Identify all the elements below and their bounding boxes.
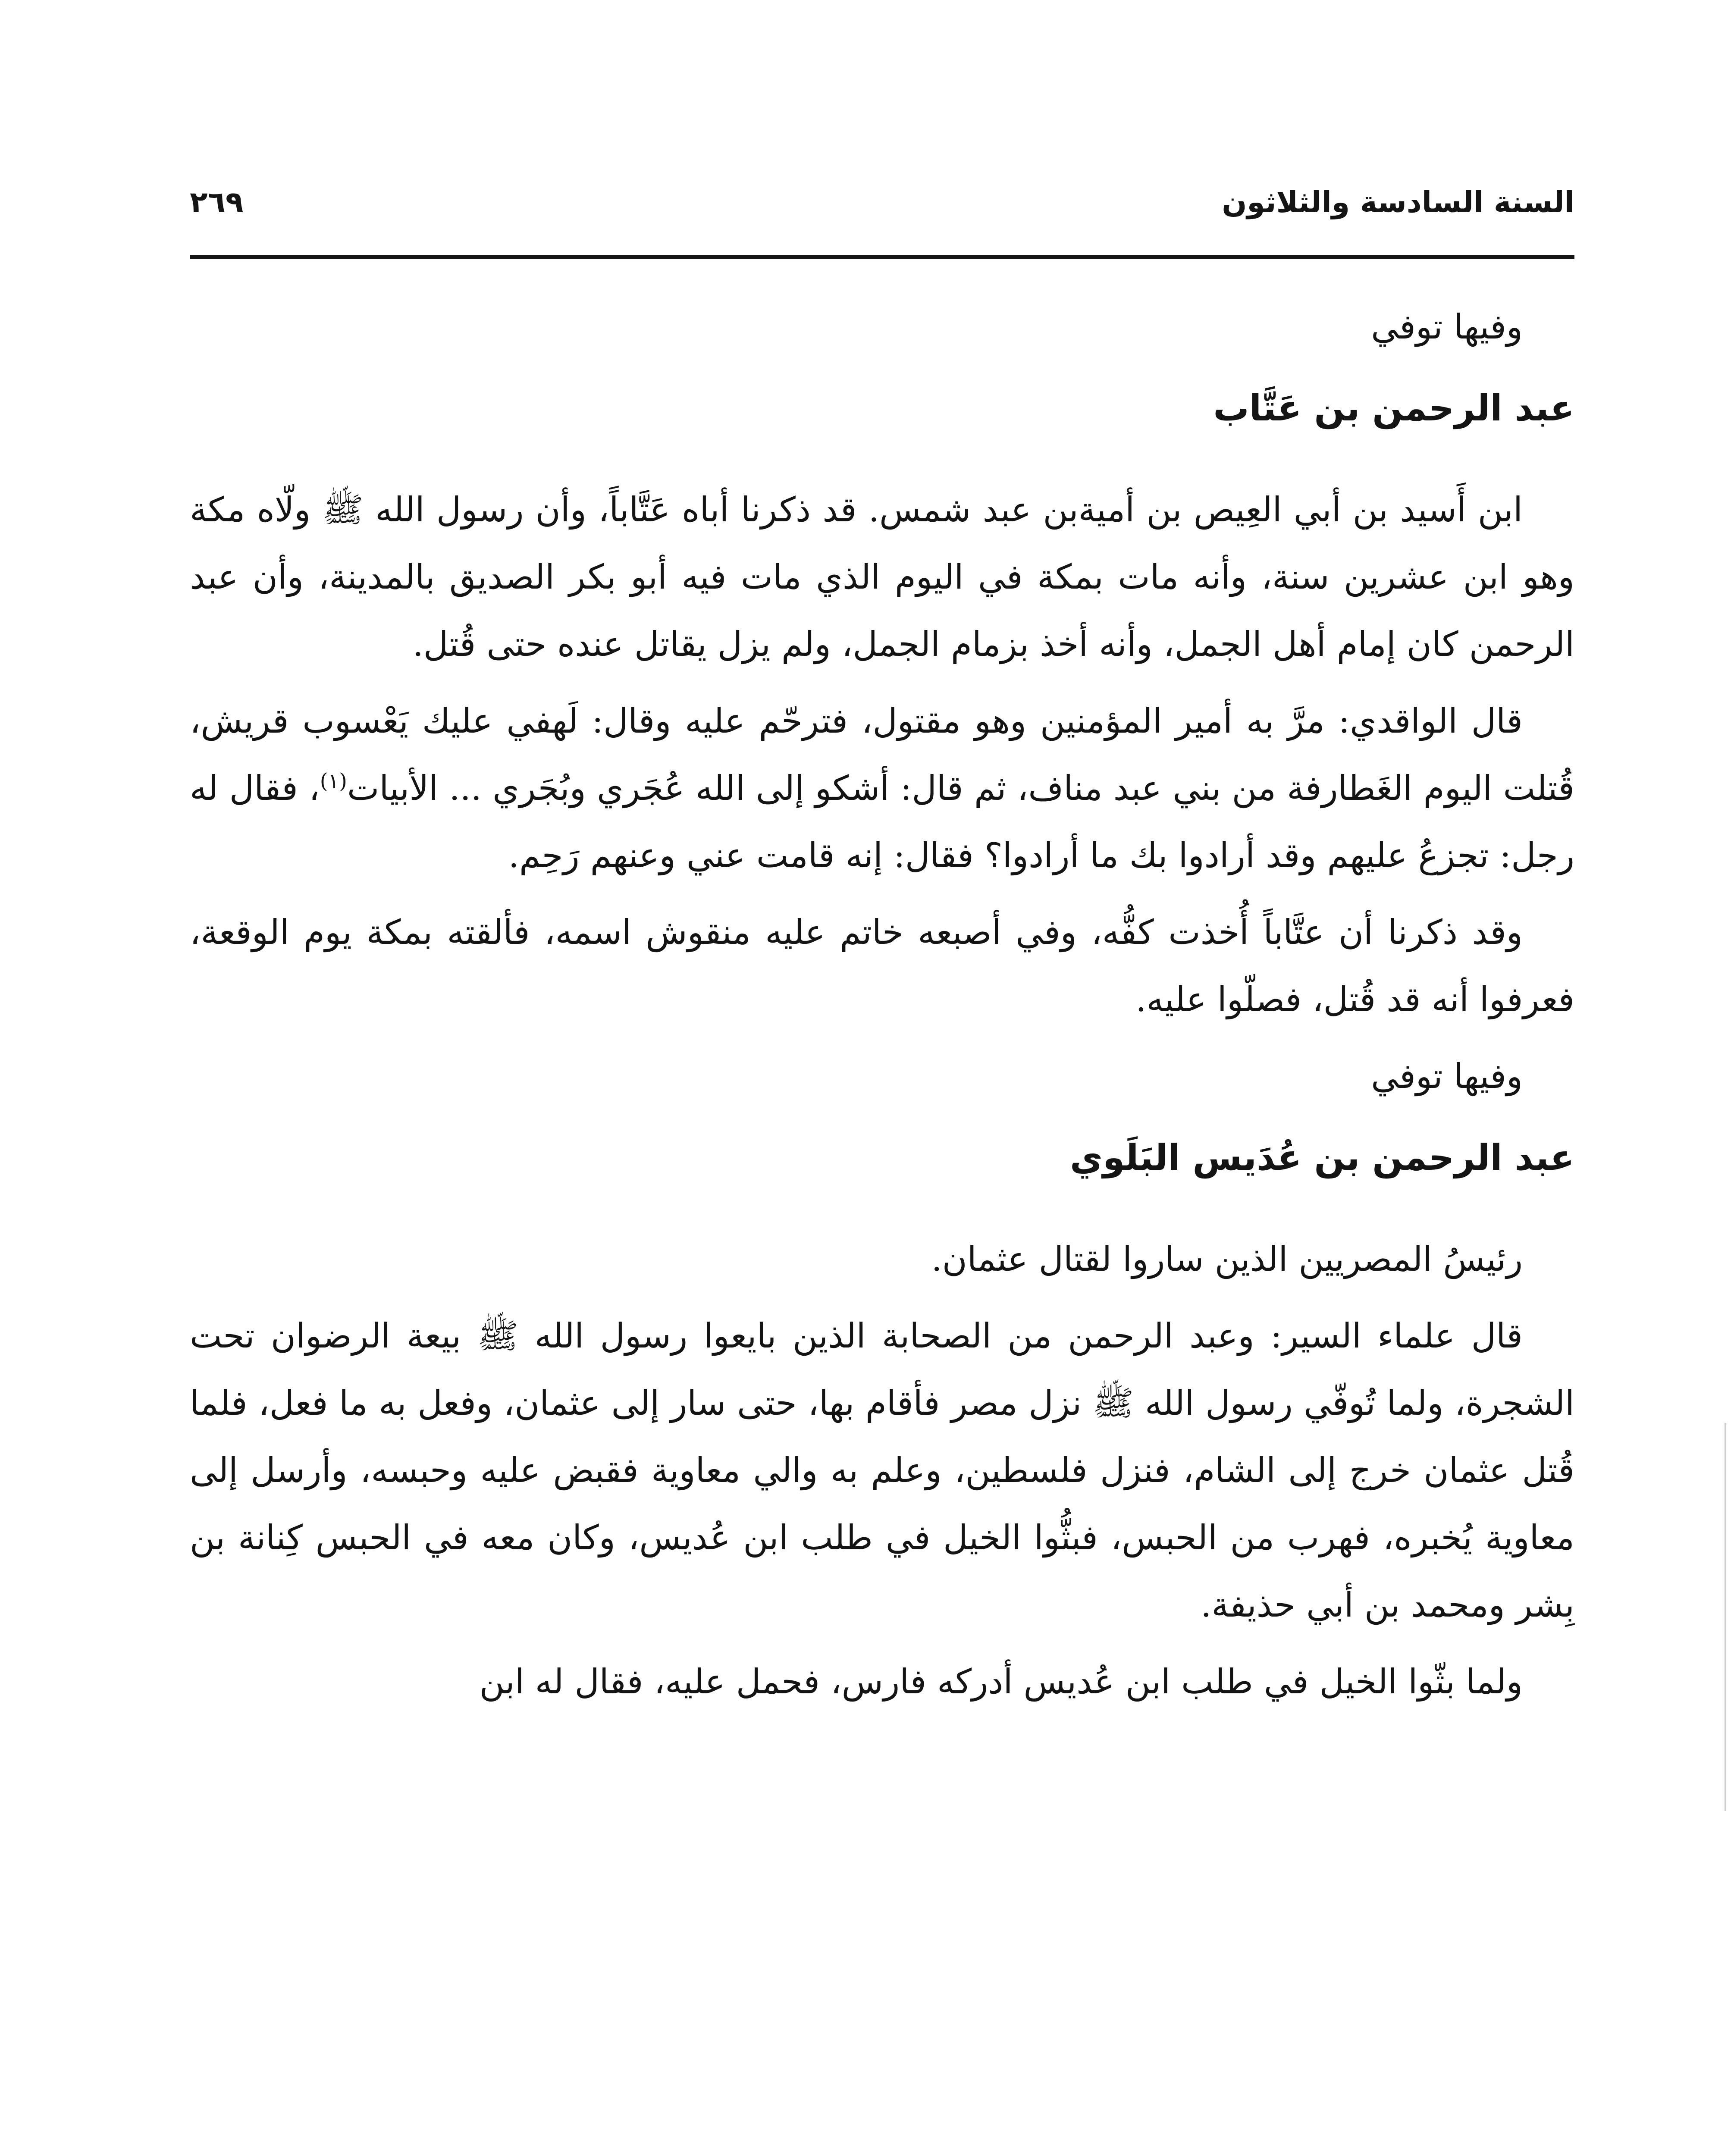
paragraph-text: قال الواقدي: مرَّ به أمير المؤمنين وهو مقتول، فترحّم عليه وقال: لَهفي عليك يَعْسوب قريش، قُتلت اليوم الغَطارفة من بني عبد مناف، ثم قال: أشكو إلى الله عُجَري وبُجَري ... الأبيات [190,701,1575,808]
paragraph: ولما بثّوا الخيل في طلب ابن عُديس أدركه فارس، فحمل عليه، فقال له ابن [479,1662,1523,1702]
main-text [190,293,1574,1725]
paragraph: ابن أَسيد بن أبي العِيص بن أميةبن عبد شمس. قد ذكرنا أباه عَتَّاباً، وأن رسول الله ﷺ ولّاه مكة وهو ابن عشرين سنة، وأنه مات بمكة في اليوم الذي مات فيه أبو بكر الصديق بالمدينة، وأن عبد الرحمن كان إمام أهل الجمل، وأنه أخذ بزمام الجمل، ولم يزل يقاتل عنده حتى قُتل. [190,490,1574,664]
intro-line: وفيها توفي [1371,307,1523,347]
footnote-reference[interactable]: (١) [320,769,347,793]
scan-edge-mark [1725,1423,1726,1811]
running-header [190,181,1574,246]
header-rule [190,255,1574,259]
paragraph-with-note [190,687,1574,889]
running-title: السنة السادسة والثلاثون [1222,185,1574,219]
paragraph: وقد ذكرنا أن عتَّاباً أُخذت كفُّه، وفي أصبعه خاتم عليه منقوش اسمه، فألقته بمكة يوم الوقعة، فعرفوا أنه قد قُتل، فصلّوا عليه. [190,912,1574,1019]
intro-line: وفيها توفي [1371,1056,1523,1096]
section-heading-abd-al-rahman-ibn-attab: عبد الرحمن بن عَتَّاب [1213,387,1574,429]
paragraph-text: ، فقال له رجل: تجزعُ عليهم وقد أرادوا بك ما أرادوا؟ فقال: إنه قامت عني وعنهم رَحِم. [190,768,1574,875]
paragraph: رئيسُ المصريين الذين ساروا لقتال عثمان. [931,1239,1523,1279]
paragraph: قال علماء السير: وعبد الرحمن من الصحابة الذين بايعوا رسول الله ﷺ بيعة الرضوان تحت الشجرة، ولما تُوفّي رسول الله ﷺ نزل مصر فأقام بها، حتى سار إلى عثمان، وفعل به ما فعل، فلما قُتل عثمان خرج إلى الشام، فنزل فلسطين، وعلم به والي معاوية فقبض عليه وحبسه، وأرسل إلى معاوية يُخبره، فهرب من الحبس، فبثُّوا الخيل في طلب ابن عُديس، وكان معه في الحبس كِنانة بن بِشر ومحمد بن أبي حذيفة. [190,1316,1574,1625]
section-heading-abd-al-rahman-ibn-udays: عبد الرحمن بن عُدَيس البَلَوي [1070,1137,1574,1178]
page-number: ٢٦٩ [190,185,244,219]
